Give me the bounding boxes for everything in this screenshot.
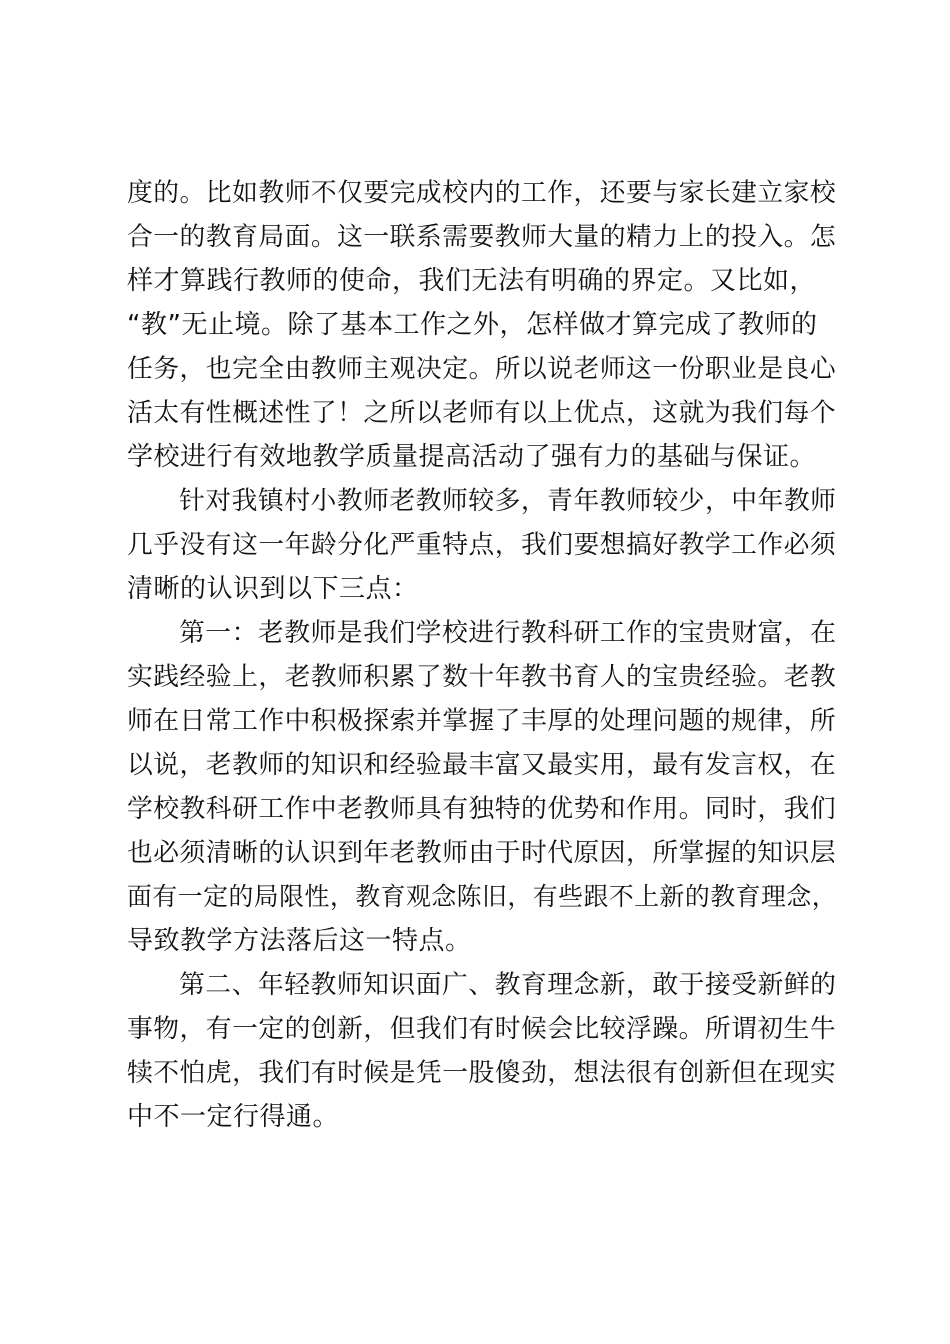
- text-line: 任务，也完全由教师主观决定。所以说老师这一份职业是良心: [127, 354, 837, 384]
- text-line: 以说，老教师的知识和经验最丰富又最实用，最有发言权，在: [127, 750, 837, 780]
- text-line: 学校教科研工作中老教师具有独特的优势和作用。同时，我们: [127, 794, 837, 824]
- text-line: 活太有性概述性了！之所以老师有以上优点，这就为我们每个: [127, 398, 837, 428]
- paragraph-first-line: 第二、年轻教师知识面广、教育理念新，敢于接受新鲜的: [179, 970, 837, 1000]
- paragraph-first-line: 第一：老教师是我们学校进行教科研工作的宝贵财富，在: [179, 618, 837, 648]
- text-line: 清晰的认识到以下三点：: [127, 574, 419, 604]
- text-line: 事物，有一定的创新，但我们有时候会比较浮躁。所谓初生牛: [127, 1014, 837, 1044]
- text-line: 实践经验上，老教师积累了数十年教书育人的宝贵经验。老教: [127, 662, 837, 692]
- text-line: 样才算践行教师的使命，我们无法有明确的界定。又比如，: [127, 266, 817, 296]
- text-line: 师在日常工作中积极探索并掌握了丰厚的处理问题的规律，所: [127, 706, 837, 736]
- document-body: [127, 171, 837, 1139]
- text-line: 合一的教育局面。这一联系需要教师大量的精力上的投入。怎: [127, 222, 837, 252]
- text-line: 导致教学方法落后这一特点。: [127, 926, 472, 956]
- text-line: 中不一定行得通。: [127, 1102, 340, 1132]
- paragraph-first-line: 针对我镇村小教师老教师较多，青年教师较少，中年教师: [179, 486, 837, 516]
- text-line: 犊不怕虎，我们有时候是凭一股傻劲，想法很有创新但在现实: [127, 1058, 837, 1088]
- text-line: 学校进行有效地教学质量提高活动了强有力的基础与保证。: [127, 442, 817, 472]
- text-line: “教”无止境。除了基本工作之外，怎样做才算完成了教师的: [127, 310, 818, 340]
- text-line: 面有一定的局限性，教育观念陈旧，有些跟不上新的教育理念，: [127, 882, 838, 911]
- text-line: 也必须清晰的认识到年老教师由于时代原因，所掌握的知识层: [127, 838, 837, 868]
- text-line: 几乎没有这一年龄分化严重特点，我们要想搞好教学工作必须: [127, 530, 837, 560]
- text-line: 度的。比如教师不仅要完成校内的工作，还要与家长建立家校: [127, 178, 837, 208]
